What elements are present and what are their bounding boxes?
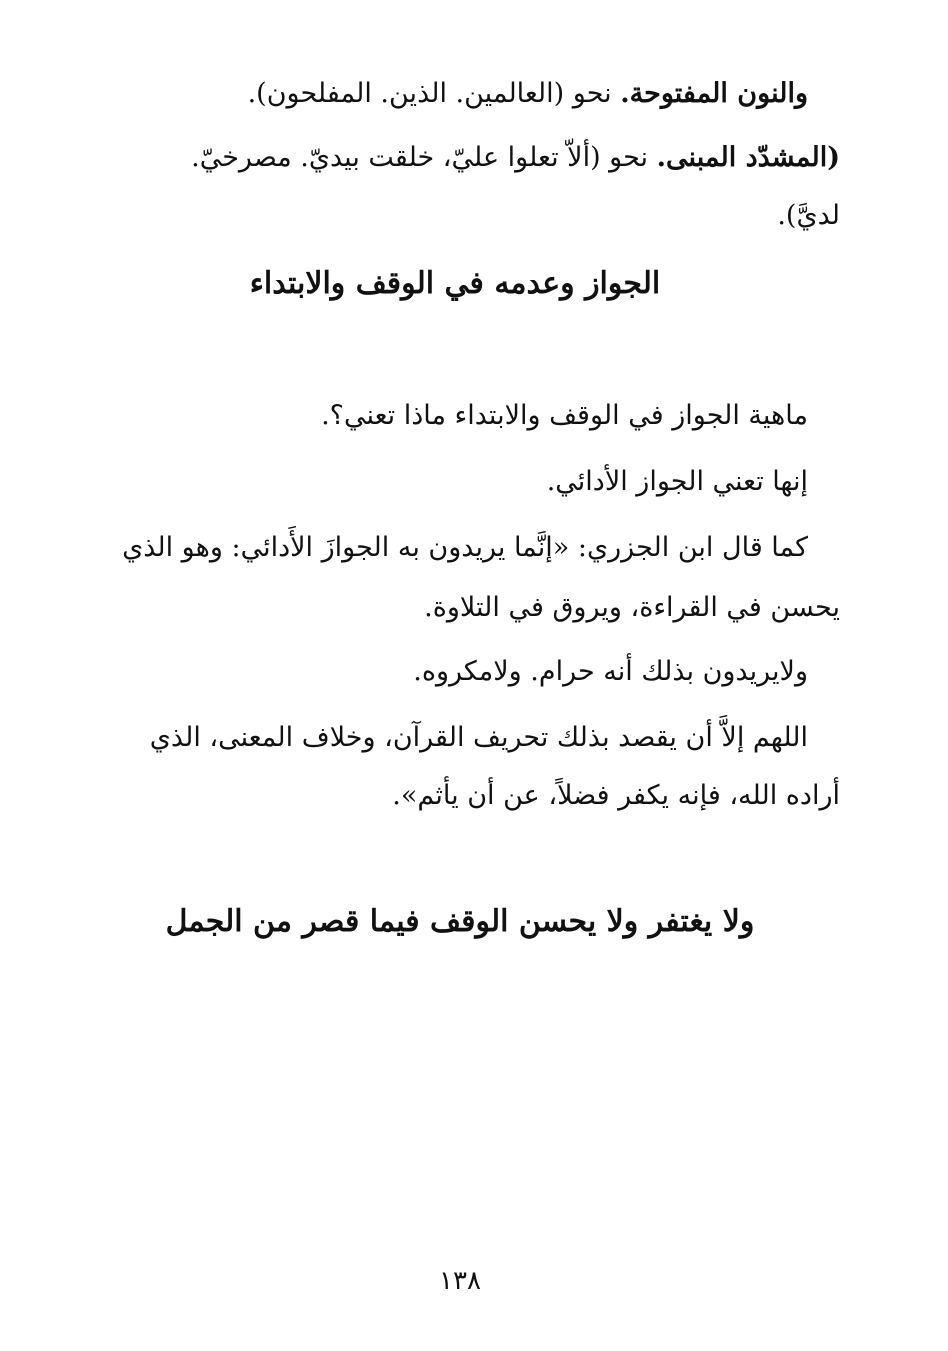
paragraph-line-6: اللهم إلاَّ أن يقصد بذلك تحريف القرآن، وخلاف المعنى، الذي bbox=[149, 722, 808, 753]
paragraph-line-4: يحسن في القراءة، ويروق في التلاوة. bbox=[424, 592, 840, 623]
section-heading-2: ولا يغتفر ولا يحسن الوقف فيما قصر من الجمل bbox=[165, 904, 755, 939]
bold-term: والنون المفتوحة. bbox=[620, 78, 808, 109]
paragraph-line-1: ماهية الجواز في الوقف والابتداء ماذا تعني؟. bbox=[321, 400, 808, 431]
section-heading-1: الجواز وعدمه في الوقف والابتداء bbox=[249, 266, 661, 301]
text-line-3 bbox=[777, 196, 840, 236]
text-line-1 bbox=[248, 74, 808, 114]
line-text: نحو (العالمين. الذين. المفلحون). bbox=[247, 78, 621, 109]
text-line-2 bbox=[191, 138, 840, 178]
line-text: لديَّ). bbox=[777, 200, 840, 231]
line-text: نحو (ألاّ تعلوا عليّ، خلقت بيديّ. مصرخيّ. bbox=[191, 142, 657, 173]
page-number: ١٣٨ bbox=[439, 1266, 481, 1296]
paragraph-line-5: ولايريدون بذلك أنه حرام. ولامكروه. bbox=[413, 656, 808, 687]
bold-term: (المشدّد المبنى. bbox=[656, 142, 840, 173]
paragraph-line-3: كما قال ابن الجزري: «إنَّما يريدون به الجوازَ الأَدائي: وهو الذي bbox=[122, 532, 808, 563]
paragraph-line-2: إنها تعني الجواز الأدائي. bbox=[546, 466, 808, 497]
paragraph-line-7: أراده الله، فإنه يكفر فضلاً، عن أن يأثم». bbox=[392, 780, 840, 811]
